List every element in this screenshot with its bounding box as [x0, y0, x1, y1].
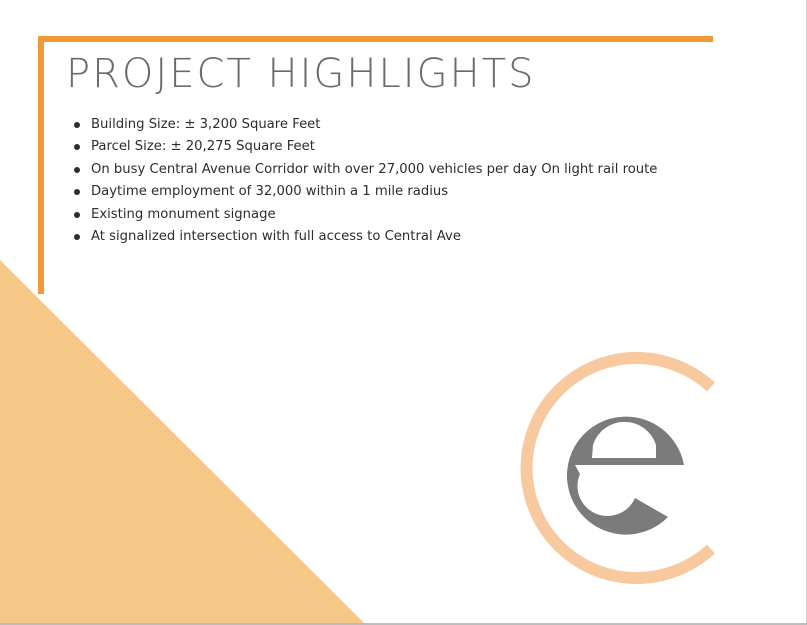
list-item-text: Parcel Size: ± 20,275 Square Feet: [91, 139, 315, 155]
letter-e-logo-icon: [527, 358, 711, 578]
list-item: [72, 181, 657, 203]
list-item: [72, 114, 657, 136]
list-item: [72, 204, 657, 226]
bullet-icon: [74, 144, 80, 150]
list-item: [72, 136, 657, 158]
bullet-icon: [74, 122, 80, 128]
bullet-icon: [74, 234, 80, 240]
bullet-icon: [74, 167, 80, 173]
slide-title: PROJECT HIGHLIGHTS: [66, 51, 536, 97]
list-item: [72, 226, 657, 248]
list-item: [72, 159, 657, 181]
left-accent-rule: [38, 36, 44, 294]
list-item-text: At signalized intersection with full access to Central Ave: [91, 229, 461, 245]
logo-ring: [527, 358, 711, 578]
list-item-text: Daytime employment of 32,000 within a 1 mile radius: [91, 184, 449, 200]
list-item-text: On busy Central Avenue Corridor with over 27,000 vehicles per day On light rail route: [91, 161, 658, 177]
highlights-list: [72, 114, 657, 248]
list-item-text: Existing monument signage: [91, 206, 276, 222]
corner-triangle-shape: [0, 260, 366, 625]
bullet-icon: [74, 189, 80, 195]
list-item-text: Building Size: ± 3,200 Square Feet: [91, 117, 321, 132]
top-accent-rule: [38, 36, 713, 42]
bullet-icon: [74, 212, 80, 218]
logo-letter-e: [567, 417, 684, 535]
